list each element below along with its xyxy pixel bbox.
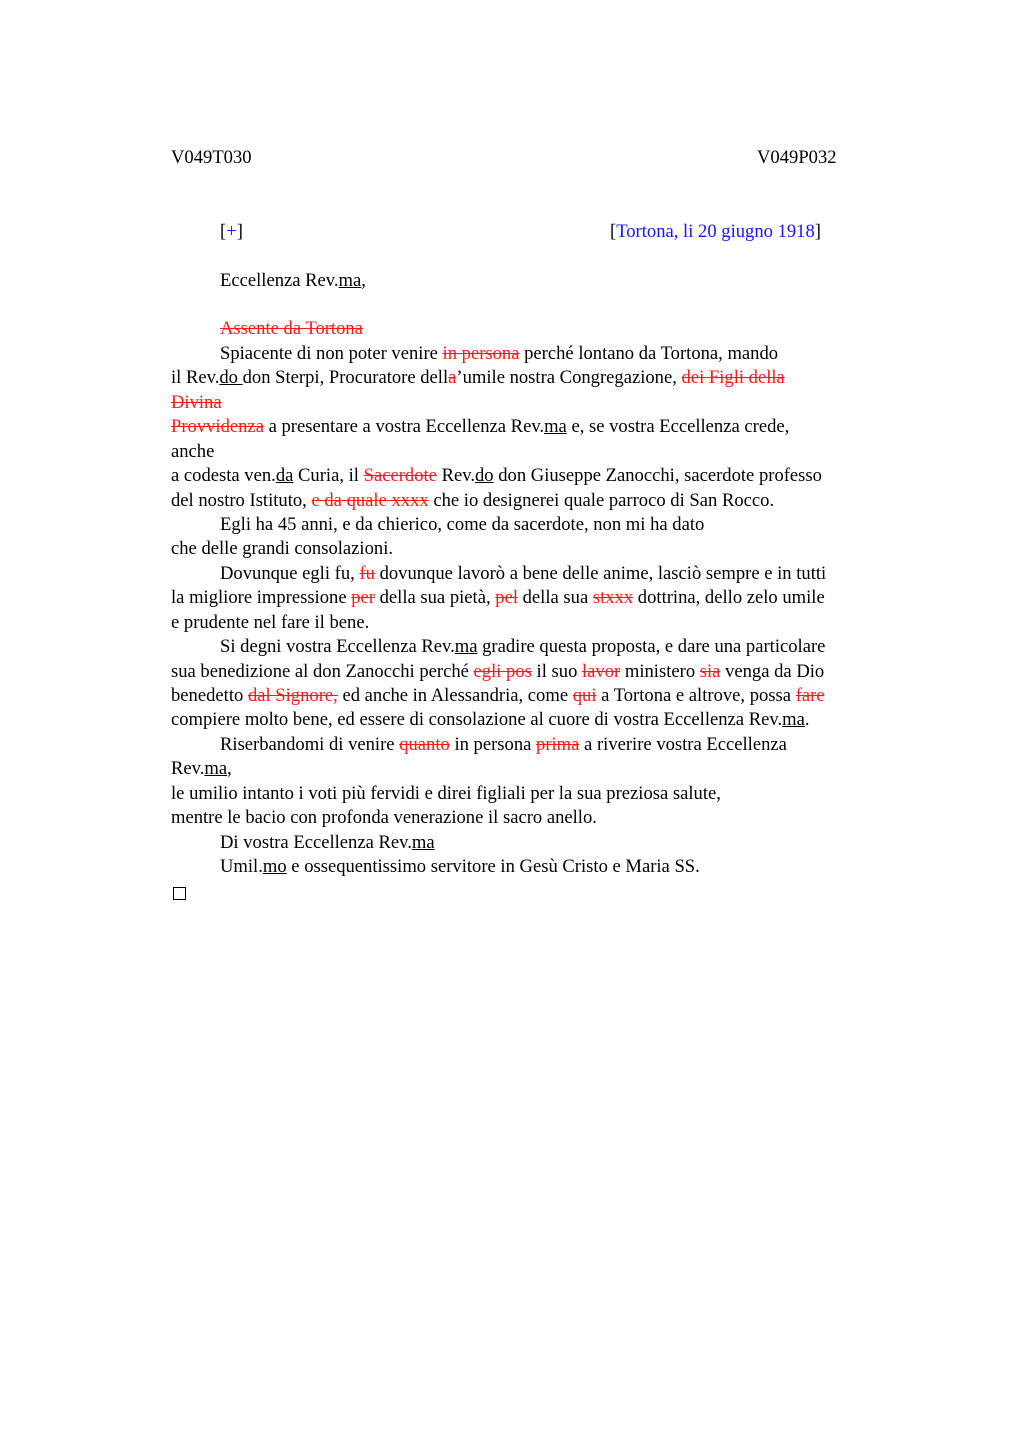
cross-symbol: + bbox=[226, 221, 237, 242]
place-date-text: Tortona, li 20 giugno 1918 bbox=[616, 221, 815, 242]
place-date: [Tortona, li 20 giugno 1918] bbox=[610, 221, 821, 242]
text-line: Provvidenza a presentare a vostra Eccellenza Rev.ma e, se vostra Eccellenza crede, bbox=[171, 416, 790, 437]
text-line: a codesta ven.da Curia, il Sacerdote Rev.do don Giuseppe Zanocchi, sacerdote professo bbox=[171, 465, 822, 486]
text-line: Divina bbox=[171, 392, 222, 413]
text-line: le umilio intanto i voti più fervidi e direi figliali per la sua preziosa salute, bbox=[171, 783, 721, 804]
text-line: Egli ha 45 anni, e da chierico, come da sacerdote, non mi ha dato bbox=[220, 514, 705, 535]
deleted-heading: Assente da Tortona bbox=[220, 318, 363, 339]
text-line: Umil.mo e ossequentissimo servitore in Gesù Cristo e Maria SS. bbox=[220, 856, 700, 877]
header-right-code: V049P032 bbox=[757, 147, 837, 168]
text-line: Spiacente di non poter venire in persona perché lontano da Tortona, mando bbox=[220, 343, 779, 364]
text-line: Di vostra Eccellenza Rev.ma bbox=[220, 832, 435, 853]
salutation: Eccellenza Rev.ma, bbox=[220, 270, 366, 291]
text-line: benedetto dal Signore, ed anche in Alessandria, come qui a Tortona e altrove, possa fare bbox=[171, 685, 825, 706]
end-marker-square-icon bbox=[173, 884, 186, 906]
text-line: compiere molto bene, ed essere di consolazione al cuore di vostra Eccellenza Rev.ma. bbox=[171, 709, 810, 730]
text-line: Rev.ma, bbox=[171, 758, 232, 779]
text-line: sua benedizione al don Zanocchi perché egli pos il suo lavor ministero sia venga da Dio bbox=[171, 661, 825, 682]
text-line: la migliore impressione per della sua pietà, pel della sua stxxx dottrina, dello zelo umile bbox=[171, 587, 825, 608]
text-line: del nostro Istituto, e da quale xxxx che io designerei quale parroco di San Rocco. bbox=[171, 490, 775, 511]
cross-mark: [+] bbox=[220, 221, 243, 242]
text-line: Si degni vostra Eccellenza Rev.ma gradire questa proposta, e dare una particolare bbox=[220, 636, 826, 657]
header-left-code: V049T030 bbox=[171, 147, 252, 168]
text-line: che delle grandi consolazioni. bbox=[171, 538, 394, 559]
text-line: Dovunque egli fu, fu dovunque lavorò a bene delle anime, lasciò sempre e in tutti bbox=[220, 563, 827, 584]
text-line: mentre le bacio con profonda venerazione il sacro anello. bbox=[171, 807, 597, 828]
text-line: il Rev.do don Sterpi, Procuratore della’umile nostra Congregazione, dei Figli della bbox=[171, 367, 785, 388]
text-line: anche bbox=[171, 441, 215, 462]
text-line: Riserbandomi di venire quanto in persona prima a riverire vostra Eccellenza bbox=[220, 734, 787, 755]
text-line: e prudente nel fare il bene. bbox=[171, 612, 370, 633]
